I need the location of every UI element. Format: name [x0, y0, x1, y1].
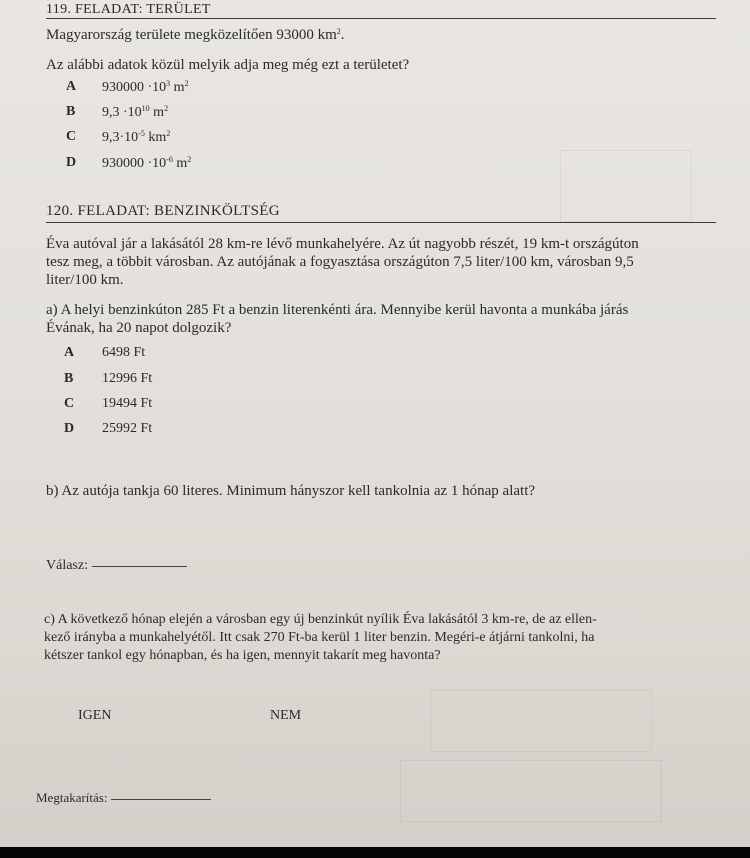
choice-no[interactable]: NEM	[270, 708, 302, 723]
option-letter: C	[66, 129, 77, 144]
answer-blank[interactable]	[92, 566, 187, 567]
option-d-value[interactable]: $930000 \cdot 10^{-6}$ $m^2$	[102, 155, 192, 171]
task120-intro-line: liter/100 km.	[46, 272, 124, 288]
option-c-value[interactable]: 19494 Ft	[102, 396, 153, 411]
task119-question: Az alábbi adatok közül melyik adja meg még ezt a területet?	[46, 57, 410, 73]
option-letter: A	[64, 345, 75, 360]
answer-field[interactable]	[46, 558, 187, 574]
divider	[46, 222, 716, 223]
savings-blank[interactable]	[111, 799, 211, 800]
savings-label: Megtakarítás:	[36, 790, 108, 805]
part-b-question: b) Az autója tankja 60 literes. Minimum hányszor kell tankolnia az 1 hónap alatt?	[46, 483, 536, 499]
option-b-value[interactable]: 12996 Ft	[102, 371, 153, 386]
task119-header: 119. FELADAT: TERÜLET	[46, 2, 211, 17]
part-c-line: kétszer tankol egy hónapban, és ha igen, mennyit takarít meg havonta?	[44, 648, 441, 663]
part-c-line: c) A következő hónap elején a városban egy új benzinkút nyílik Éva lakásától 3 km-re, de az ellen-	[44, 612, 597, 627]
option-letter: B	[66, 104, 76, 119]
option-letter: C	[64, 396, 75, 411]
option-letter: D	[66, 155, 77, 170]
part-c-line: kező irányba a munkahelyétől. Itt csak 270 Ft-ba kerül 1 liter benzin. Megéri-e átjárni tankolni, ha	[44, 630, 595, 645]
divider	[46, 18, 716, 19]
savings-field[interactable]	[36, 790, 211, 806]
option-a-value[interactable]: $930000 \cdot 10^3$ $m^2$	[102, 79, 189, 95]
option-a-value[interactable]: 6498 Ft	[102, 345, 146, 360]
task120-header: 120. FELADAT: BENZINKÖLTSÉG	[46, 203, 280, 219]
bottom-bar	[0, 847, 750, 858]
choice-yes[interactable]: IGEN	[78, 708, 112, 723]
part-a-line: Évának, ha 20 napot dolgozik?	[46, 320, 232, 336]
task120-intro-line: tesz meg, a többit városban. Az autójának a fogyasztása országúton 7,5 liter/100 km, városban 9,5	[46, 254, 634, 270]
task119-statement: Magyarország területe megközelítően 93000 $km^2$.	[46, 27, 345, 43]
option-letter: B	[64, 371, 74, 386]
answer-label: Válasz:	[46, 558, 88, 573]
option-b-value[interactable]: $9,3 \cdot 10^{10}$ $m^2$	[102, 104, 169, 120]
part-a-line: a) A helyi benzinkúton 285 Ft a benzin literenkénti ára. Mennyibe kerül havonta a munkába járás	[46, 302, 629, 318]
option-letter: A	[66, 79, 77, 94]
option-letter: D	[64, 421, 75, 436]
option-d-value[interactable]: 25992 Ft	[102, 421, 153, 436]
option-c-value[interactable]: $9,3\cdot 10^{-5}$ $km^2$	[102, 129, 171, 145]
task120-intro-line: Éva autóval jár a lakásától 28 km-re lévő munkahelyére. Az út nagyobb részét, 19 km-t országúton	[46, 236, 639, 252]
